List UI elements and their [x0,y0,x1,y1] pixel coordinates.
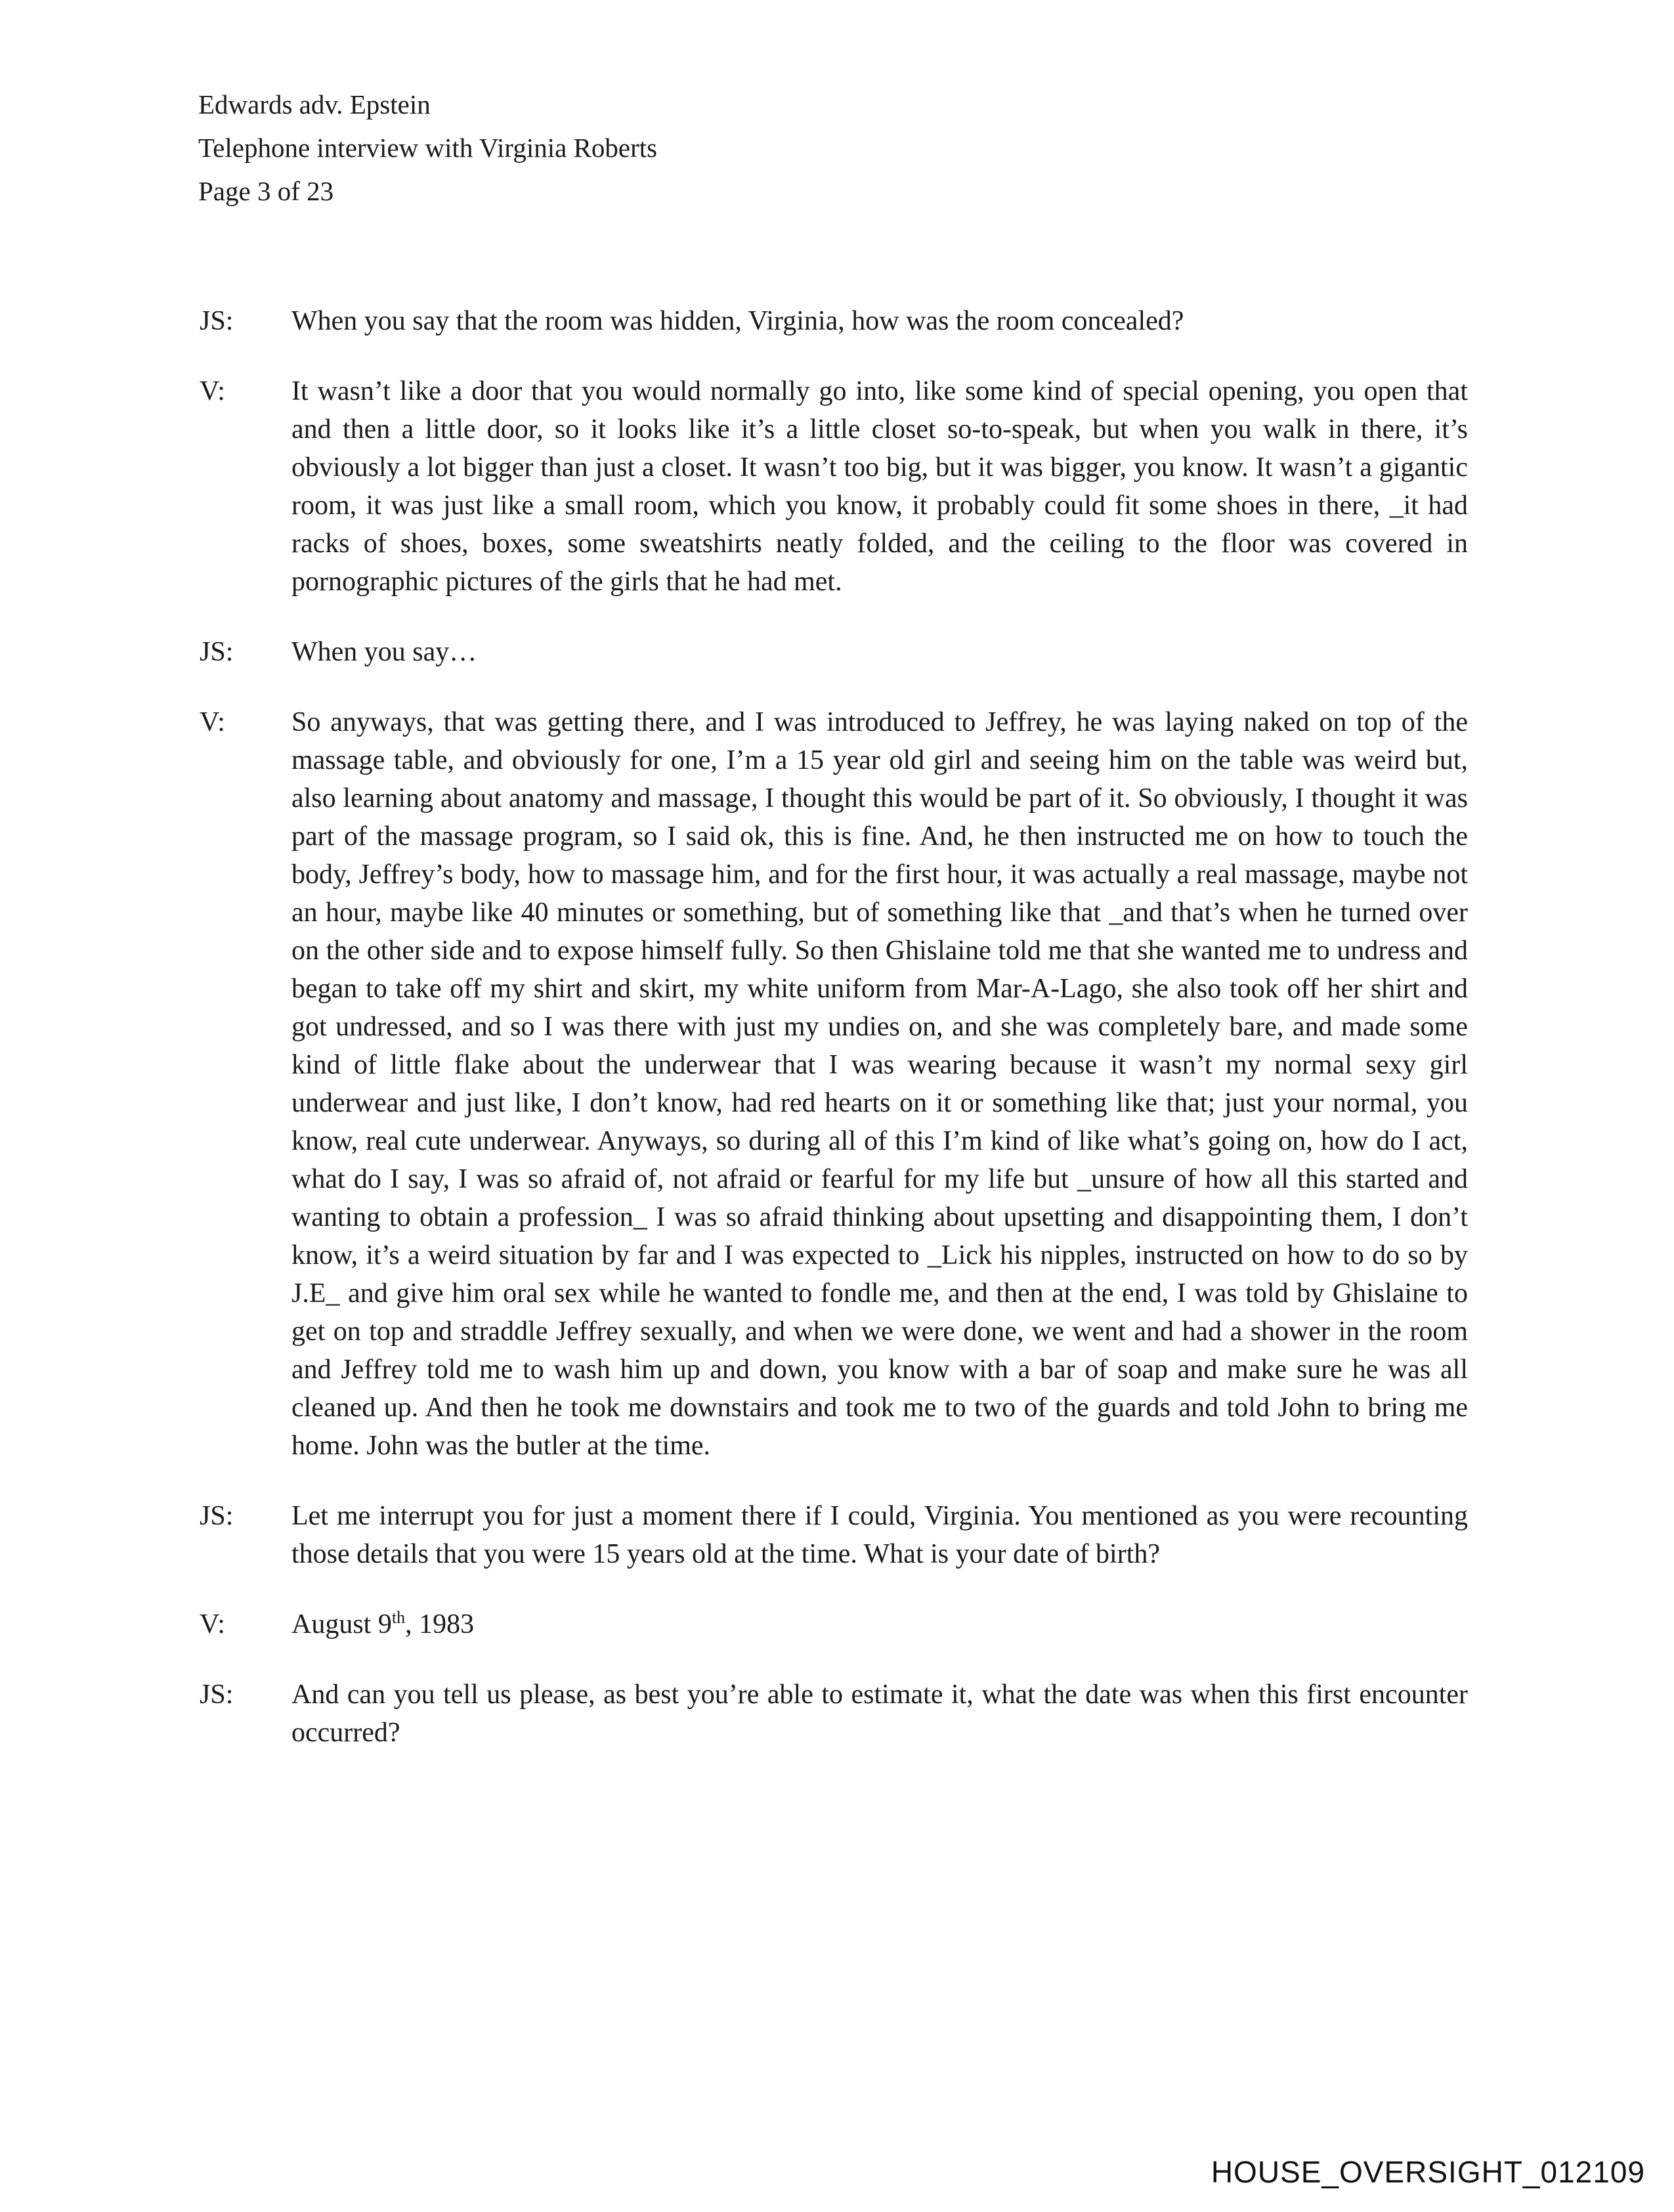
speaker-label: JS: [200,306,234,336]
transcript-entry [200,372,1468,601]
header-page-number: Page 3 of 23 [198,176,334,206]
speaker-label: V: [200,1609,225,1639]
speaker-label: JS: [200,637,234,667]
transcript-entry [200,1497,1468,1573]
transcript-entry [200,1676,1468,1752]
transcript-entry [200,703,1468,1465]
entry-text: And can you tell us please, as best you’re able to estimate it, what the date was when this first encounter occurred? [291,1680,1468,1748]
transcript-body [200,302,1468,1784]
transcript-entry [200,1605,1468,1643]
transcript-entry [200,302,1468,340]
speaker-label: JS: [200,1680,234,1710]
entry-text: So anyways, that was getting there, and I was introduced to Jeffrey, he was laying naked on top of the massage table, and obviously for one, I’m a 15 year old girl and seeing him on the table was weird but, also learning about anatomy and massage, I thought this would be part of it. So obviously, I thought it was part of the massage program, so I said ok, this is fine. And, he then instructed me on how to touch the body, Jeffrey’s body, how to massage him, and for the first hour, it was actually a real massage, maybe not an hour, maybe like 40 minutes or something, but of something like that _and that’s when he turned over on the other side and to expose himself fully. So then Ghislaine told me that she wanted me to undress and began to take off my shirt and skirt, my white uniform from Mar-A-Lago, she also took off her shirt and got undressed, and so I was there with just my undies on, and she was completely bare, and made some kind of little flake about the underwear that I was wearing because it wasn’t my normal sexy girl underwear and just like, I don’t know, had red hearts on it or something like that; just your normal, you know, real cute underwear. Anyways, so during all of this I’m kind of like what’s going on, how do I act, what do I say, I was so afraid of, not afraid or fearful for my life but _unsure of how all this started and wanting to obtain a profession_ I was so afraid thinking about upsetting and disappointing them, I don’t know, it’s a weird situation by far and I was expected to _Lick his nipples, instructed on how to do so by J.E_ and give him oral sex while he wanted to fondle me, and then at the end, I was told by Ghislaine to get on top and straddle Jeffrey sexually, and when we were done, we went and had a shower in the room and Jeffrey told me to wash him up and down, you know with a bar of soap and make sure he was all cleaned up. And then he took me downstairs and took me to two of the guards and told John to bring me home. John was the butler at the time. [291,707,1468,1461]
transcript-entry [200,633,1468,671]
entry-text: When you say that the room was hidden, Virginia, how was the room concealed? [291,306,1184,336]
speaker-label: V: [200,707,225,737]
entry-text: It wasn’t like a door that you would normally go into, like some kind of special opening, you open that and then a little door, so it looks like it’s a little closet so-to-speak, but when you walk in there, it’s obviously a lot bigger than just a closet. It wasn’t too big, but it was bigger, you know. It wasn’t a gigantic room, it was just like a small room, which you know, it probably could fit some shoes in there, _it had racks of shoes, boxes, some sweatshirts neatly folded, and the ceiling to the floor was covered in pornographic pictures of the girls that he had met. [291,376,1468,597]
bates-number-stamp: HOUSE_OVERSIGHT_012109 [1211,2155,1645,2189]
header-interview-title: Telephone interview with Virginia Roberts [198,133,658,163]
entry-text: August 9th, 1983 [291,1608,475,1639]
speaker-label: JS: [200,1501,234,1531]
document-header [198,83,657,213]
entry-text: Let me interrupt you for just a moment there if I could, Virginia. You mentioned as you were recounting those details that you were 15 years old at the time. What is your date of birth? [291,1501,1468,1569]
header-case-title: Edwards adv. Epstein [198,89,431,119]
speaker-label: V: [200,376,225,406]
entry-text: When you say… [291,637,477,667]
